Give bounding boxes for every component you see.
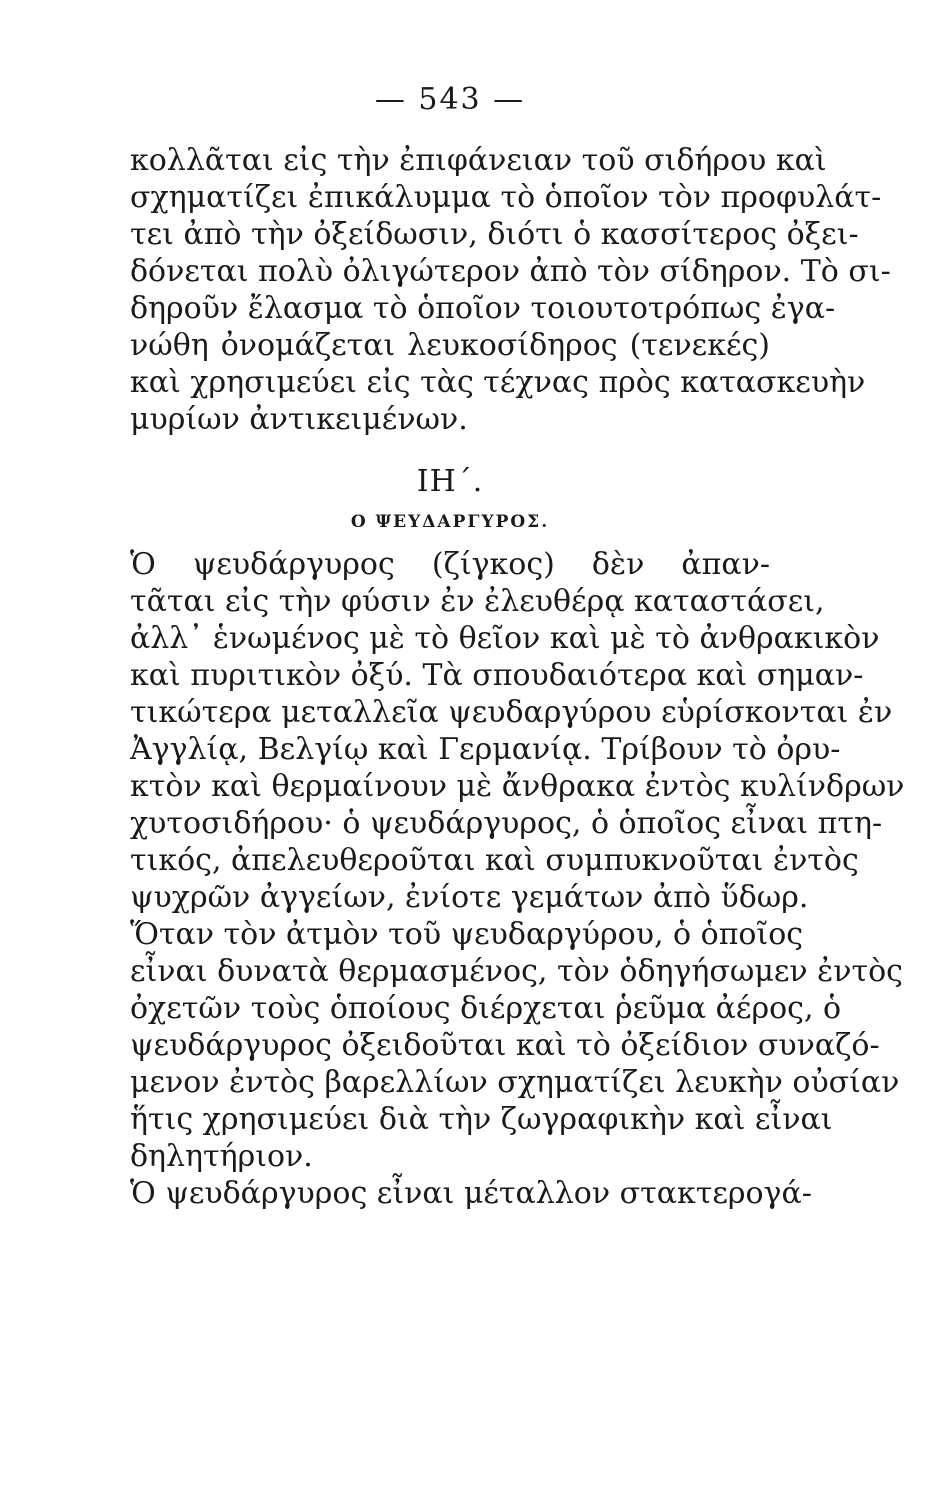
text-line: Ὁ ψευδάργυρος εἶναι μέταλλον στακτερογά- bbox=[130, 1176, 812, 1211]
paragraph-zinc bbox=[130, 546, 905, 1175]
text-line: Ἀγγλίᾳ, Βελγίῳ καὶ Γερμανίᾳ. Τρίβουν τὸ ὀρυ- bbox=[130, 732, 841, 767]
text-line: δηροῦν ἔλασμα τὸ ὁποῖον τοιουτοτρόπως ἐγα- bbox=[130, 291, 836, 326]
page-number: — 543 — bbox=[374, 82, 526, 117]
text-line: σχηματίζει ἐπικάλυμμα τὸ ὁποῖον τὸν προφυλάτ- bbox=[130, 180, 882, 215]
text-line: καὶ χρησιμεύει εἰς τὰς τέχνας πρὸς κατασκευὴν bbox=[130, 365, 866, 400]
paragraph-continued bbox=[130, 142, 891, 438]
text-line: Ὅταν τὸν ἀτμὸν τοῦ ψευδαργύρου, ὁ ὁποῖος bbox=[130, 917, 804, 952]
text-line: ψυχρῶν ἀγγείων, ἐνίοτε γεμάτων ἀπὸ ὕδωρ. bbox=[130, 880, 809, 915]
text-line: ὀχετῶν τοὺς ὁποίους διέρχεται ῥεῦμα ἀέρος, ὁ bbox=[130, 991, 842, 1026]
paragraph-zinc-properties bbox=[130, 1175, 812, 1212]
text-line: δόνεται πολὺ ὀλιγώτερον ἀπὸ τὸν σίδηρον. Τὸ σι- bbox=[130, 254, 891, 289]
text-line: εἶναι δυνατὰ θερμασμένος, τὸν ὁδηγήσωμεν ἐντὸς bbox=[130, 954, 903, 989]
text-line: χυτοσιδήρου· ὁ ψευδάργυρος, ὁ ὁποῖος εἶναι πτη- bbox=[130, 806, 883, 841]
text-line: ἥτις χρησιμεύει διὰ τὴν ζωγραφικὴν καὶ εἶναι bbox=[130, 1102, 833, 1137]
section-title: Ο ΨΕΥΔΑΡΓΥΡΟΣ. bbox=[350, 512, 550, 532]
text-line: μυρίων ἀντικειμένων. bbox=[130, 402, 468, 437]
book-page bbox=[130, 80, 905, 1212]
text-line: τικώτερα μεταλλεῖα ψευδαργύρου εὑρίσκονται ἐν bbox=[130, 695, 893, 730]
text-line: κτὸν καὶ θερμαίνουν μὲ ἄνθρακα ἐντὸς κυλίνδρων bbox=[130, 769, 905, 804]
text-line: ἀλλ᾿ ἑνωμένος μὲ τὸ θεῖον καὶ μὲ τὸ ἀνθρακικὸν bbox=[130, 621, 880, 656]
text-line: τει ἀπὸ τὴν ὀξείδωσιν, διότι ὁ κασσίτερος ὀξει- bbox=[130, 217, 859, 252]
text-line: τικός, ἀπελευθεροῦται καὶ συμπυκνοῦται ἐντὸς bbox=[130, 843, 859, 878]
text-line: Ὁ ψευδάργυρος (ζίγκος) δὲν ἀπαν- bbox=[130, 547, 770, 582]
text-line: μενον ἐντὸς βαρελλίων σχηματίζει λευκὴν οὐσίαν bbox=[130, 1065, 900, 1100]
section-number: ΙΗ΄. bbox=[416, 464, 484, 499]
text-line: νώθη ὀνομάζεται λευκοσίδηρος (τενεκές) bbox=[130, 328, 770, 363]
text-line: ψευδάργυρος ὀξειδοῦται καὶ τὸ ὀξείδιον συναζό- bbox=[130, 1028, 880, 1063]
text-line: τᾶται εἰς τὴν φύσιν ἐν ἐλευθέρᾳ καταστάσει, bbox=[130, 584, 825, 619]
text-line: κολλᾶται εἰς τὴν ἐπιφάνειαν τοῦ σιδήρου καὶ bbox=[130, 143, 827, 178]
text-line: καὶ πυριτικὸν ὀξύ. Τὰ σπουδαιότερα καὶ σημαν- bbox=[130, 658, 864, 693]
text-line: δηλητήριον. bbox=[130, 1139, 313, 1174]
